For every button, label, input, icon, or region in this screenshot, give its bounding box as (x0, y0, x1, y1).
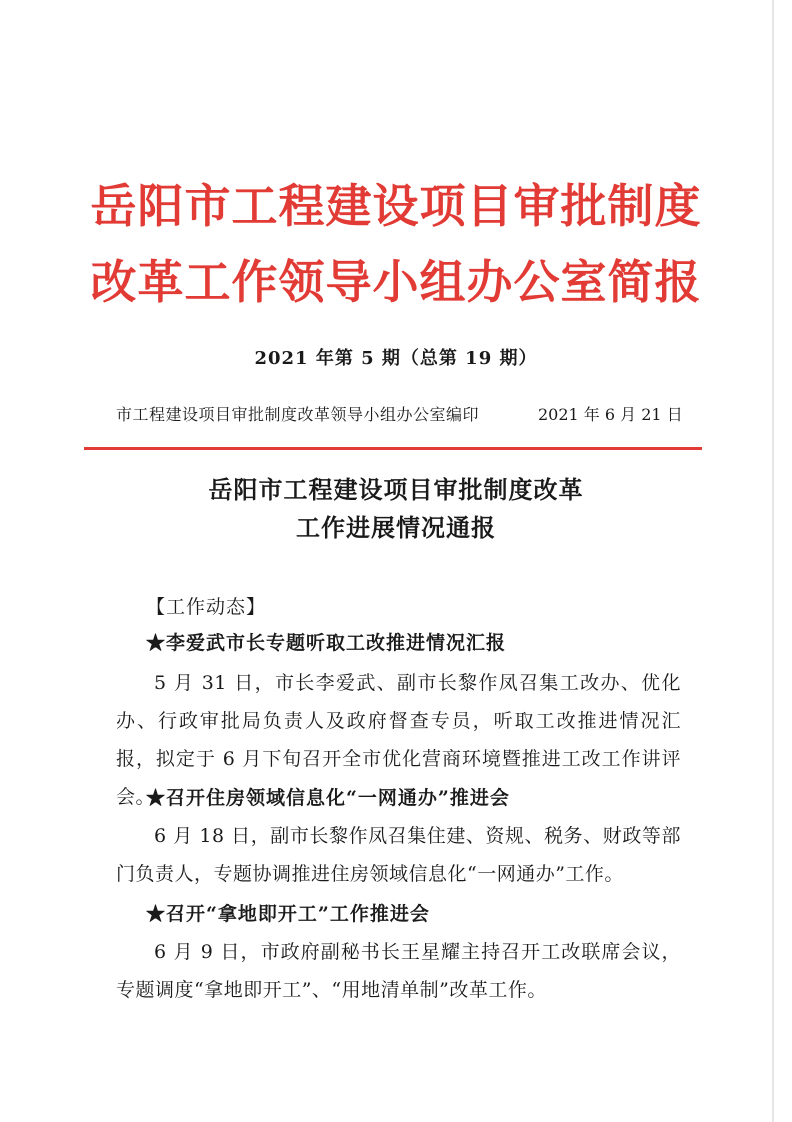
section-heading: 【工作动态】 (146, 596, 267, 618)
item-heading-1: ★李爱武市长专题听取工改推进情况汇报 (146, 632, 507, 654)
item-body-2: 6 月 18 日，副市长黎作凤召集住建、资规、税务、财政等部门负责人，专题协调推进住房领域信息化“一网通办”工作。 (116, 825, 681, 885)
item-heading-3: ★召开“拿地即开工”工作推进会 (146, 903, 430, 925)
masthead-line-2: 改革工作领导小组办公室简报 (90, 255, 702, 309)
compiler-label: 市工程建设项目审批制度改革领导小组办公室编印 (116, 405, 480, 424)
item-heading-2: ★召开住房领域信息化“一网通办”推进会 (146, 787, 510, 809)
item-body-3: 6 月 9 日，市政府副秘书长王星耀主持召开工改联席会议，专题调度“拿地即开工”、“用地清单制”改革工作。 (116, 941, 681, 1001)
article-title-line-2: 工作进展情况通报 (296, 513, 496, 542)
item-body-1: 5 月 31 日，市长李爱武、副市长黎作凤召集工改办、优化办、行政审批局负责人及政府督查专员，听取工改推进情况汇报，拟定于 6 月下旬召开全市优化营商环境暨推进工改工作讲评会。 (116, 672, 681, 808)
masthead-line-1: 岳阳市工程建设项目审批制度 (90, 179, 702, 233)
issue-date: 2021 年 6 月 21 日 (538, 405, 683, 424)
red-divider-line (84, 447, 702, 450)
page-edge-shadow (772, 0, 774, 1122)
issue-number: 2021 年第 5 期（总第 19 期） (254, 348, 538, 369)
article-title-line-1: 岳阳市工程建设项目审批制度改革 (208, 475, 584, 504)
